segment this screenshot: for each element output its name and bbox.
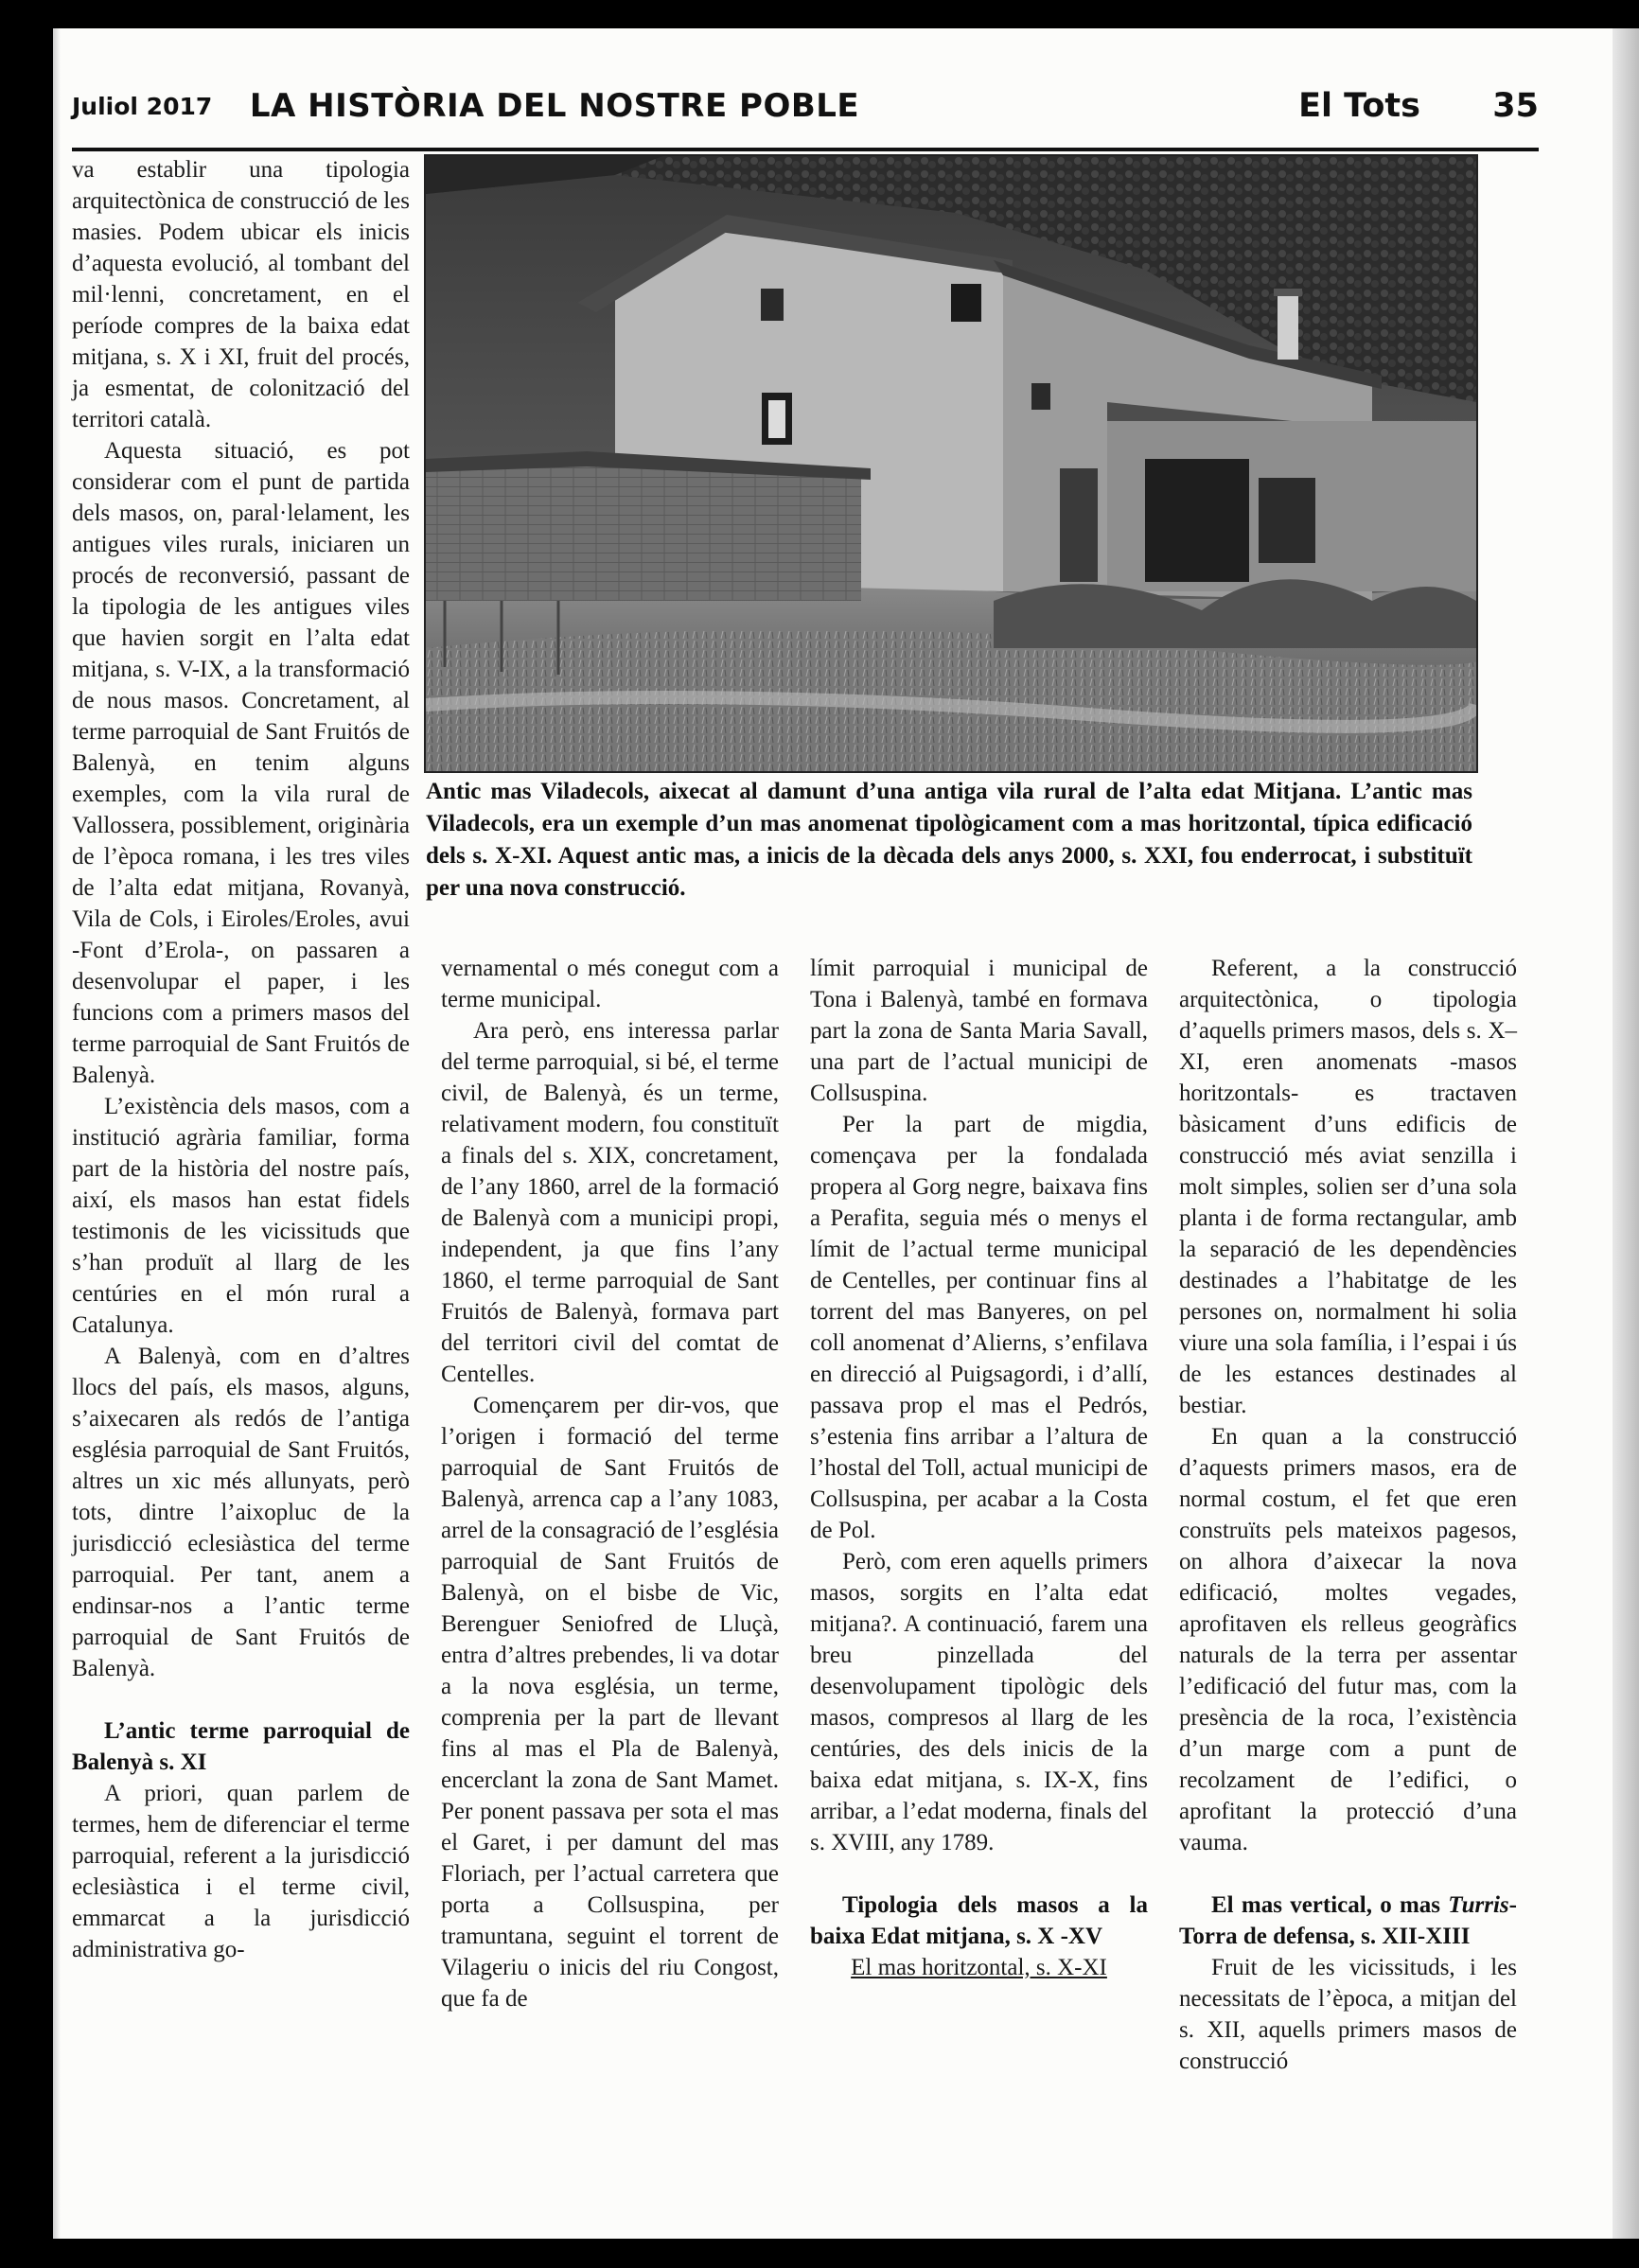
photo-caption: Antic mas Viladecols, aixecat al damunt d’una antiga vila rural de l’alta edat Mitjana. L’antic mas Viladecols, era un exemple d’un mas anomenat tipològicament com a mas horitzontal, típica edificació dels s. X-XI. Aquest antic mas, a inicis de la dècada dels anys 2000, s. XXI, fou enderrocat, i substituït per una nova construcció. [426, 779, 1472, 901]
paragraph: En quan a la construcció d’aquests primers masos, era de normal costum, el fet que eren construïts pels mateixos pagesos, on alhora d’aixecar la nova edificació, moltes vegades, aprofitaven els relleus geogràfics naturals de la terra per assentar l’edificació del futur mas, com la presència de la roca, l’existència d’un marge com a punt de recolzament de l’edifici, o aprofitant la protecció d’una vauma. [1179, 1424, 1517, 1855]
section-heading: L’antic terme parroquial de Balenyà s. XI [72, 1718, 410, 1775]
section-heading: Tipologia dels masos a la baixa Edat mitjana, s. X -XV [810, 1892, 1148, 1949]
article-column-4 [1179, 953, 1517, 2077]
heading-part: -Torra de defensa, s. XII-XIII [1179, 1892, 1517, 1949]
paragraph: Fruit de les vicissituds, i les necessitats de l’època, a mitjan del s. XII, aquells primers masos de construcció [1179, 1955, 1517, 2074]
heading-part: El mas vertical, o mas [1211, 1892, 1449, 1918]
page-header [72, 57, 1539, 151]
article-column-2 [441, 953, 779, 2014]
paragraph: Però, com eren aquells primers masos, sorgits en l’alta edat mitjana?. A continuació, farem una breu pinzellada del desenvolupament tipològic dels masos, compresos al llarg de les centúries, des dels inicis de la baixa edat mitjana, s. IX-X, fins arribar, a l’edat moderna, finals del s. XVIII, any 1789. [810, 1549, 1148, 1855]
paragraph: A priori, quan parlem de termes, hem de diferenciar el terme parroquial, referent a la jurisdicció eclesiàstica i el terme civil, emmarcat a la jurisdicció administrativa go- [72, 1781, 410, 1962]
farmhouse-photo-illustration [426, 156, 1476, 771]
header-publication: El Tots [1298, 87, 1420, 125]
paragraph: Referent, a la construcció arquitectònica, o tipologia d’aquells primers masos, dels s. X–XI, eren anomenats -masos horitzontals- es tractaven bàsicament d’uns edificis de construcció més aviat senzilla i molt simples, solien ser d’una sola planta i de forma rectangular, amb la separació de les dependències destinades a l’habitatge de les persones on, normalment hi solia viure una sola família, i l’espai i ús de les estances destinades al bestiar. [1179, 956, 1517, 1418]
paragraph: L’existència dels masos, com a institució agrària familiar, forma part de la història del nostre país, així, els masos han estat fidels testimonis de les vicissituds que s’han produït al llarg de les centúries en el món rural a Catalunya. [72, 1094, 410, 1338]
article-photo [424, 154, 1478, 773]
paragraph: Per la part de migdia, començava per la fondalada propera al Gorg negre, baixava fins a Perafita, seguia més o menys el límit de l’actual terme municipal de Centelles, per continuar fins al torrent del mas Banyeres, on pel coll anomenat d’Alierns, s’enfilava en direcció al Puigsagordi, i d’allí, passava prop el mas el Pedrós, s’estenia fins arribar a l’altura de l’hostal del Toll, actual municipi de Collsuspina, per acabar a la Costa de Pol. [810, 1112, 1148, 1543]
header-page-number: 35 [1492, 87, 1539, 125]
page-spine-shadow [53, 28, 61, 2239]
paragraph: A Balenyà, com en d’altres llocs del país, els masos, alguns, s’aixecaren als redós de l’antiga església parroquial de Sant Fruitós, altres un xic més allunyats, però tots, dintre l’aixopluc de la jurisdicció eclesiàstica del terme parroquial. Per tant, anem a endinsar-nos a l’antic terme parroquial de Sant Fruitós de Balenyà. [72, 1344, 410, 1681]
paragraph: Començarem per dir-vos, que l’origen i formació del terme parroquial de Sant Fruitós de Balenyà, arrenca cap a l’any 1083, arrel de la consagració de l’església parroquial de Sant Fruitós de Balenyà, on el bisbe de Vic, Berenguer Seniofred de Lluçà, entra d’altres prebendes, li va dotar a la nova església, un terme, comprenia per la part de llevant fins al mas el Pla de Balenyà, encerclant la zona de Sant Mamet. Per ponent passava per sota el mas el Garet, i per damunt del mas Floriach, per l’actual carretera que porta a Collsuspina, per tramuntana, seguint el torrent de Vilageriu o inicis del riu Congost, que fa de [441, 1393, 779, 2012]
paragraph: límit parroquial i municipal de Tona i Balenyà, també en formava part la zona de Santa Maria Savall, una part de l’actual municipi de Collsuspina. [810, 956, 1148, 1106]
paragraph: Aquesta situació, es pot considerar com el punt de partida dels masos, on, paral·lelament, les antigues viles rurals, iniciaren un procés de reconversió, passant de la tipologia de les antigues viles que havien sorgit en l’alta edat mitjana, s. V-IX, a la transformació de nous masos. Concretament, al terme parroquial de Sant Fruitós de Balenyà, en tenim alguns exemples, com la vila rural de Vallossera, possiblement, originària de l’època romana, i les tres viles de l’alta edat mitjana, Rovanyà, Vila de Cols, i Eiroles/Eroles, avui -Font d’Erola-, on passaren a desenvolupar el paper, i les funcions com a primers masos del terme parroquial de Sant Fruitós de Balenyà. [72, 438, 410, 1088]
subsection-heading: El mas horitzontal, s. X-XI [851, 1955, 1107, 1980]
section-heading [1179, 1890, 1517, 1952]
header-rule [72, 148, 1539, 151]
paragraph: Ara però, ens interessa parlar del terme parroquial, si bé, el terme civil, de Balenyà, és un terme, relativament modern, fou constituït a finals del s. XIX, concretament, de l’any 1860, arrel de la formació de Balenyà com a municipi propi, independent, ja que fins l’any 1860, el terme parroquial de Sant Fruitós de Balenyà, formava part del territori civil del comtat de Centelles. [441, 1018, 779, 1387]
article-column-1 [72, 154, 410, 1965]
header-section-title: LA HISTÒRIA DEL NOSTRE POBLE [249, 87, 860, 125]
article-column-3 [810, 953, 1148, 1983]
page-edge [1613, 28, 1639, 2239]
heading-italic: Turris [1448, 1892, 1509, 1918]
header-date: Juliol 2017 [72, 93, 213, 120]
paragraph: va establir una tipologia arquitectònica de construcció de les masies. Podem ubicar els inicis d’aquesta evolució, al tombant del mil·lenni, concretament, en el període compres de la baixa edat mitjana, s. X i XI, fruit del procés, ja esmentat, de colonització del territori català. [72, 157, 410, 432]
paragraph: vernamental o més conegut com a terme municipal. [441, 956, 779, 1012]
